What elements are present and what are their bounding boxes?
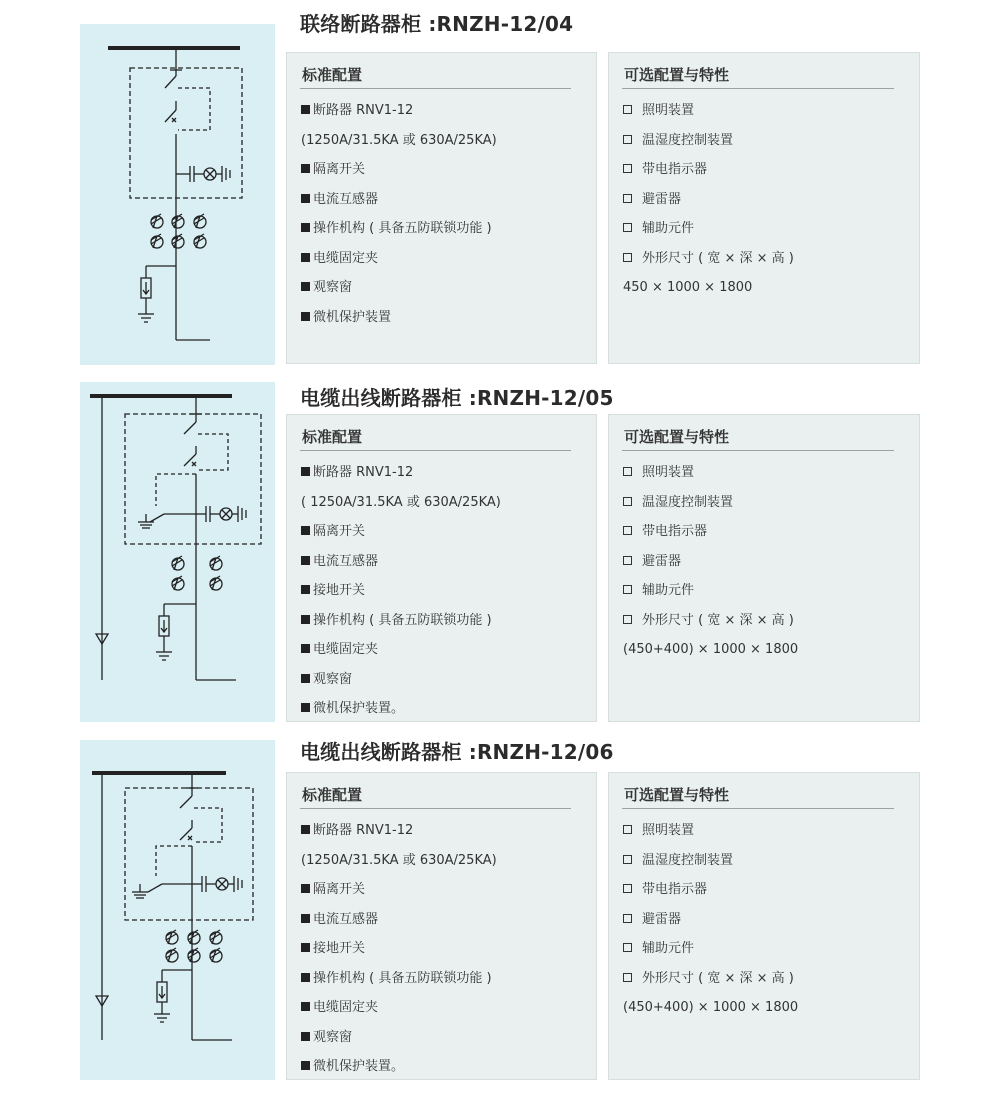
config-item-text: 电缆固定夹 [313, 1000, 379, 1015]
config-item-text: (450+400) × 1000 × 1800 [623, 642, 799, 657]
config-item-text: 接地开关 [313, 583, 366, 598]
divider [300, 808, 571, 809]
divider [622, 450, 894, 451]
checkbox-icon [623, 526, 632, 535]
config-item-text: 操作机构 ( 具备五防联锁功能 ) [313, 970, 492, 986]
config-item [623, 155, 794, 185]
config-item [301, 517, 501, 547]
checkbox-icon [623, 467, 632, 476]
standard-config-list [301, 816, 497, 1082]
config-item [301, 488, 501, 518]
config-item-text: (1250A/31.5KA 或 630A/25KA) [301, 852, 497, 868]
square-bullet-icon [301, 467, 310, 476]
optional-config-panel [608, 414, 920, 722]
config-item [623, 934, 798, 964]
config-item [623, 96, 794, 126]
config-item-text: 避雷器 [642, 911, 682, 927]
checkbox-icon [623, 253, 632, 262]
config-item-text: 微机保护装置 [313, 309, 392, 325]
config-item-text: 隔离开关 [313, 882, 366, 897]
square-bullet-icon [301, 1061, 310, 1070]
config-item [623, 875, 798, 905]
standard-config-heading: 标准配置 [302, 786, 363, 804]
config-item [301, 1023, 497, 1053]
checkbox-icon [623, 497, 632, 506]
standard-config-list [301, 96, 497, 332]
config-item-text: 断路器 RNV1-12 [313, 103, 414, 118]
checkbox-icon [623, 194, 632, 203]
square-bullet-icon [301, 973, 310, 982]
config-item-text: 避雷器 [642, 191, 682, 207]
config-item-text: 450 × 1000 × 1800 [623, 280, 753, 295]
standard-config-panel [286, 772, 597, 1080]
config-item [301, 993, 497, 1023]
checkbox-icon [623, 135, 632, 144]
config-item [301, 576, 501, 606]
config-item-text: 观察窗 [313, 280, 353, 295]
config-item [301, 155, 497, 185]
config-item [623, 488, 798, 518]
divider [622, 808, 894, 809]
square-bullet-icon [301, 105, 310, 114]
config-item-text: 带电指示器 [642, 882, 708, 897]
config-item [301, 964, 497, 994]
wiring-diagram-06 [80, 740, 275, 1080]
single-line-diagram-icon [80, 24, 275, 365]
square-bullet-icon [301, 194, 310, 203]
square-bullet-icon [301, 312, 310, 321]
checkbox-icon [623, 855, 632, 864]
config-item-text: 照明装置 [642, 465, 695, 480]
config-item [623, 964, 798, 994]
config-item-text: 温湿度控制装置 [642, 132, 734, 148]
single-line-diagram-icon [80, 382, 275, 722]
config-item [301, 185, 497, 215]
divider [300, 88, 571, 89]
config-item [301, 273, 497, 303]
config-item-text: 外形尺寸 ( 宽 × 深 × 高 ) [642, 250, 794, 266]
divider [622, 88, 894, 89]
standard-config-heading: 标准配置 [302, 428, 363, 446]
square-bullet-icon [301, 164, 310, 173]
config-item-text: 微机保护装置。 [313, 1059, 405, 1074]
config-item [623, 993, 798, 1023]
divider [300, 450, 571, 451]
config-item-text: 电缆固定夹 [313, 642, 379, 657]
checkbox-icon [623, 164, 632, 173]
config-item-text: 照明装置 [642, 823, 695, 838]
square-bullet-icon [301, 703, 310, 712]
checkbox-icon [623, 105, 632, 114]
config-item-text: 温湿度控制装置 [642, 852, 734, 868]
config-item [623, 905, 798, 935]
checkbox-icon [623, 615, 632, 624]
config-item-text: 电流互感器 [313, 911, 379, 927]
optional-config-list [623, 458, 798, 665]
config-item [301, 606, 501, 636]
square-bullet-icon [301, 1032, 310, 1041]
config-item-text: 接地开关 [313, 941, 366, 956]
config-item-text: 观察窗 [313, 671, 353, 687]
config-item [301, 303, 497, 333]
config-item-text: 隔离开关 [313, 524, 366, 539]
config-item-text: 温湿度控制装置 [642, 494, 734, 510]
config-item [623, 517, 798, 547]
checkbox-icon [623, 556, 632, 565]
square-bullet-icon [301, 1002, 310, 1011]
config-item-text: 电流互感器 [313, 191, 379, 207]
config-item-text: 操作机构 ( 具备五防联锁功能 ) [313, 221, 492, 236]
config-item [301, 635, 501, 665]
config-item [623, 126, 794, 156]
config-item-text: 断路器 RNV1-12 [313, 823, 414, 838]
config-item-text: 辅助元件 [642, 221, 695, 236]
checkbox-icon [623, 973, 632, 982]
square-bullet-icon [301, 253, 310, 262]
cabinet-title: 联络断路器柜 :RNZH-12/04 [300, 12, 574, 36]
config-item-text: 外形尺寸 ( 宽 × 深 × 高 ) [642, 970, 794, 986]
config-item [301, 694, 501, 724]
config-item-text: 隔离开关 [313, 162, 366, 177]
config-item-text: (1250A/31.5KA 或 630A/25KA) [301, 132, 497, 148]
square-bullet-icon [301, 585, 310, 594]
config-item-text: 电缆固定夹 [313, 250, 379, 266]
config-item-text: 辅助元件 [642, 941, 695, 956]
square-bullet-icon [301, 884, 310, 893]
optional-config-list [623, 816, 798, 1023]
optional-config-panel [608, 52, 920, 364]
config-item [623, 816, 798, 846]
config-item-text: 辅助元件 [642, 583, 695, 598]
square-bullet-icon [301, 615, 310, 624]
checkbox-icon [623, 585, 632, 594]
optional-config-panel [608, 772, 920, 1080]
optional-config-list [623, 96, 794, 303]
config-item [623, 547, 798, 577]
config-item [623, 458, 798, 488]
square-bullet-icon [301, 644, 310, 653]
square-bullet-icon [301, 556, 310, 565]
config-item [301, 96, 497, 126]
config-item-text: 电流互感器 [313, 553, 379, 569]
config-item-text: ( 1250A/31.5KA 或 630A/25KA) [301, 494, 501, 510]
standard-config-list [301, 458, 501, 724]
config-item [301, 875, 497, 905]
config-item [301, 1052, 497, 1082]
config-item [623, 635, 798, 665]
config-item [301, 665, 501, 695]
config-item-text: 带电指示器 [642, 524, 708, 539]
checkbox-icon [623, 884, 632, 893]
config-item [301, 934, 497, 964]
config-item [623, 846, 798, 876]
config-item-text: 观察窗 [313, 1029, 353, 1045]
config-item [623, 244, 794, 274]
config-item [623, 606, 798, 636]
config-item-text: 微机保护装置。 [313, 701, 405, 716]
optional-config-heading: 可选配置与特性 [624, 786, 730, 804]
checkbox-icon [623, 914, 632, 923]
optional-config-heading: 可选配置与特性 [624, 428, 730, 446]
config-item [301, 816, 497, 846]
optional-config-heading: 可选配置与特性 [624, 66, 730, 84]
config-item [301, 547, 501, 577]
checkbox-icon [623, 943, 632, 952]
cabinet-title: 电缆出线断路器柜 :RNZH-12/05 [300, 386, 614, 410]
config-item-text: (450+400) × 1000 × 1800 [623, 1000, 799, 1015]
square-bullet-icon [301, 282, 310, 291]
config-item-text: 避雷器 [642, 553, 682, 569]
square-bullet-icon [301, 914, 310, 923]
square-bullet-icon [301, 223, 310, 232]
config-item [301, 905, 497, 935]
square-bullet-icon [301, 825, 310, 834]
standard-config-panel [286, 52, 597, 364]
cabinet-section-04 [0, 12, 1000, 366]
config-item [301, 458, 501, 488]
config-item-text: 带电指示器 [642, 162, 708, 177]
standard-config-heading: 标准配置 [302, 66, 363, 84]
config-item [301, 244, 497, 274]
square-bullet-icon [301, 674, 310, 683]
config-item [623, 273, 794, 303]
wiring-diagram-04 [80, 24, 275, 365]
checkbox-icon [623, 825, 632, 834]
config-item [301, 214, 497, 244]
checkbox-icon [623, 223, 632, 232]
config-item-text: 操作机构 ( 具备五防联锁功能 ) [313, 612, 492, 628]
wiring-diagram-05 [80, 382, 275, 722]
config-item [623, 214, 794, 244]
config-item-text: 断路器 RNV1-12 [313, 465, 414, 480]
cabinet-section-05 [0, 382, 1000, 722]
standard-config-panel [286, 414, 597, 722]
cabinet-section-06 [0, 740, 1000, 1080]
config-item-text: 照明装置 [642, 103, 695, 118]
config-item [301, 846, 497, 876]
single-line-diagram-icon [80, 740, 275, 1080]
config-item [301, 126, 497, 156]
config-item [623, 576, 798, 606]
config-item-text: 外形尺寸 ( 宽 × 深 × 高 ) [642, 612, 794, 628]
square-bullet-icon [301, 943, 310, 952]
config-item [623, 185, 794, 215]
cabinet-title: 电缆出线断路器柜 :RNZH-12/06 [300, 740, 614, 764]
square-bullet-icon [301, 526, 310, 535]
